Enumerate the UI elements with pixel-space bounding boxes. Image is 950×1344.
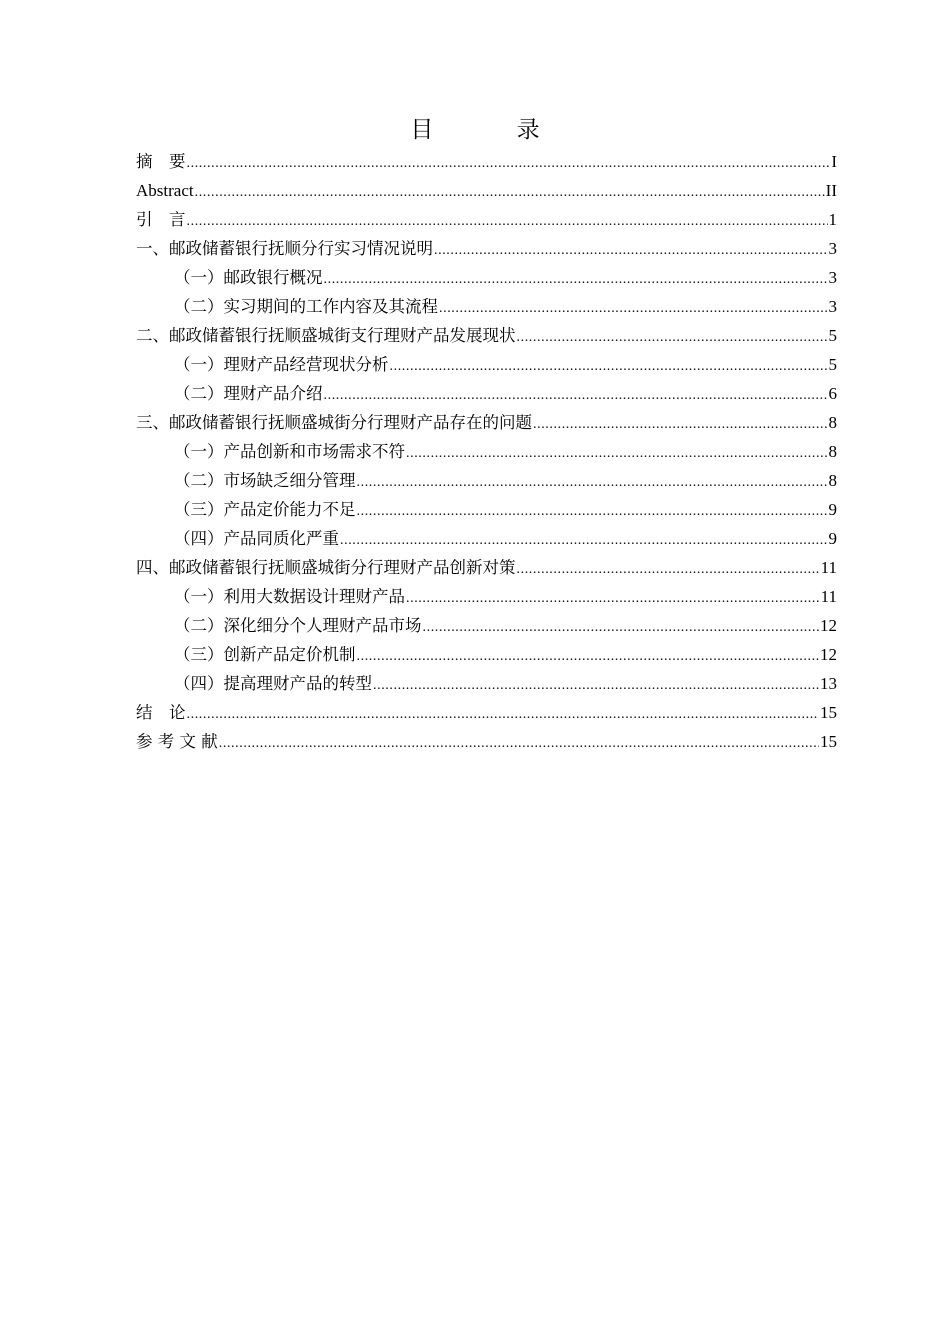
toc-entry-page: 8 (828, 413, 837, 432)
toc-dot-leader (517, 555, 820, 584)
toc-dot-leader (406, 439, 828, 468)
toc-dot-leader (187, 149, 831, 178)
toc-entry-page: 8 (828, 471, 837, 490)
toc-dot-leader (324, 265, 828, 294)
toc-entry-label: （二）深化细分个人理财产品市场 (174, 616, 422, 635)
toc-dot-leader (357, 642, 820, 671)
toc-entry-label: 三、邮政储蓄银行抚顺盛城街分行理财产品存在的问题 (136, 413, 532, 432)
toc-dot-leader (434, 236, 828, 265)
toc-entry-section-3-1[interactable] (136, 437, 837, 466)
toc-dot-leader (517, 323, 828, 352)
toc-entry-page: 12 (820, 645, 837, 664)
toc-entry-label: Abstract (136, 181, 194, 200)
toc-entry-label: 参 考 文 献 (136, 732, 218, 751)
toc-entry-page: 5 (828, 355, 837, 374)
toc-title: 目 录 (410, 117, 578, 143)
toc-entry-page: 5 (828, 326, 837, 345)
toc-entry-label: （三）创新产品定价机制 (174, 645, 356, 664)
toc-entry-label: （二）理财产品介绍 (174, 384, 323, 403)
toc-entry-label: （一）邮政银行概况 (174, 268, 323, 287)
toc-dot-leader (187, 207, 828, 236)
toc-dot-leader (357, 468, 828, 497)
toc-dot-leader (373, 671, 819, 700)
toc-entry-references[interactable] (136, 727, 837, 756)
toc-entry-label: （一）理财产品经营现状分析 (174, 355, 389, 374)
toc-entry-page: 3 (828, 268, 837, 287)
toc-entry-page: 11 (820, 558, 837, 577)
toc-entry-page: 13 (820, 674, 837, 693)
toc-dot-leader (195, 178, 825, 207)
toc-entry-section-4-4[interactable] (136, 669, 837, 698)
toc-entry-section-4-3[interactable] (136, 640, 837, 669)
toc-entry-section-1-1[interactable] (136, 263, 837, 292)
toc-dot-leader (406, 584, 820, 613)
toc-entry-introduction[interactable] (136, 205, 837, 234)
toc-entry-page: 8 (828, 442, 837, 461)
toc-entry-label: 引 言 (136, 210, 186, 229)
toc-entry-page: 15 (820, 703, 837, 722)
toc-entry-chapter-4[interactable] (136, 553, 837, 582)
toc-entry-page: 9 (828, 529, 837, 548)
toc-entry-page: II (825, 181, 837, 200)
toc-entry-label: （三）产品定价能力不足 (174, 500, 356, 519)
toc-entry-section-3-4[interactable] (136, 524, 837, 553)
toc-entry-label: （一）利用大数据设计理财产品 (174, 587, 405, 606)
toc-entry-label: 摘 要 (136, 152, 186, 171)
toc-dot-leader (187, 700, 820, 729)
toc-dot-leader (390, 352, 828, 381)
toc-entry-label: （二）市场缺乏细分管理 (174, 471, 356, 490)
toc-entry-section-2-2[interactable] (136, 379, 837, 408)
toc-dot-leader (423, 613, 820, 642)
toc-entry-label: 一、邮政储蓄银行抚顺分行实习情况说明 (136, 239, 433, 258)
toc-entry-section-2-1[interactable] (136, 350, 837, 379)
toc-entry-page: 1 (828, 210, 837, 229)
toc-entry-page: 12 (820, 616, 837, 635)
toc-entry-section-1-2[interactable] (136, 292, 837, 321)
toc-entry-chapter-2[interactable] (136, 321, 837, 350)
toc-entry-page: 3 (828, 297, 837, 316)
toc-entry-page: 9 (828, 500, 837, 519)
toc-entry-chapter-3[interactable] (136, 408, 837, 437)
toc-entry-label: 二、邮政储蓄银行抚顺盛城街支行理财产品发展现状 (136, 326, 516, 345)
toc-entry-label: （二）实习期间的工作内容及其流程 (174, 297, 438, 316)
toc-entry-abstract-cn[interactable] (136, 147, 837, 176)
toc-entry-conclusion[interactable] (136, 698, 837, 727)
toc-dot-leader (219, 729, 819, 758)
toc-entry-label: 四、邮政储蓄银行抚顺盛城街分行理财产品创新对策 (136, 558, 516, 577)
toc-entry-page: 3 (828, 239, 837, 258)
toc-entry-label: 结 论 (136, 703, 186, 722)
toc-dot-leader (340, 526, 828, 555)
toc-list (136, 147, 837, 756)
toc-entry-page: 11 (820, 587, 837, 606)
toc-dot-leader (439, 294, 828, 323)
toc-entry-label: （一）产品创新和市场需求不符 (174, 442, 405, 461)
toc-dot-leader (324, 381, 828, 410)
toc-entry-section-4-1[interactable] (136, 582, 837, 611)
toc-entry-section-3-2[interactable] (136, 466, 837, 495)
toc-entry-abstract-en[interactable] (136, 176, 837, 205)
toc-entry-label: （四）提高理财产品的转型 (174, 674, 372, 693)
toc-dot-leader (357, 497, 828, 526)
toc-entry-section-3-3[interactable] (136, 495, 837, 524)
toc-dot-leader (533, 410, 828, 439)
toc-entry-page: I (831, 152, 837, 171)
toc-entry-chapter-1[interactable] (136, 234, 837, 263)
toc-entry-page: 6 (828, 384, 837, 403)
toc-entry-label: （四）产品同质化严重 (174, 529, 339, 548)
toc-entry-section-4-2[interactable] (136, 611, 837, 640)
toc-entry-page: 15 (820, 732, 837, 751)
